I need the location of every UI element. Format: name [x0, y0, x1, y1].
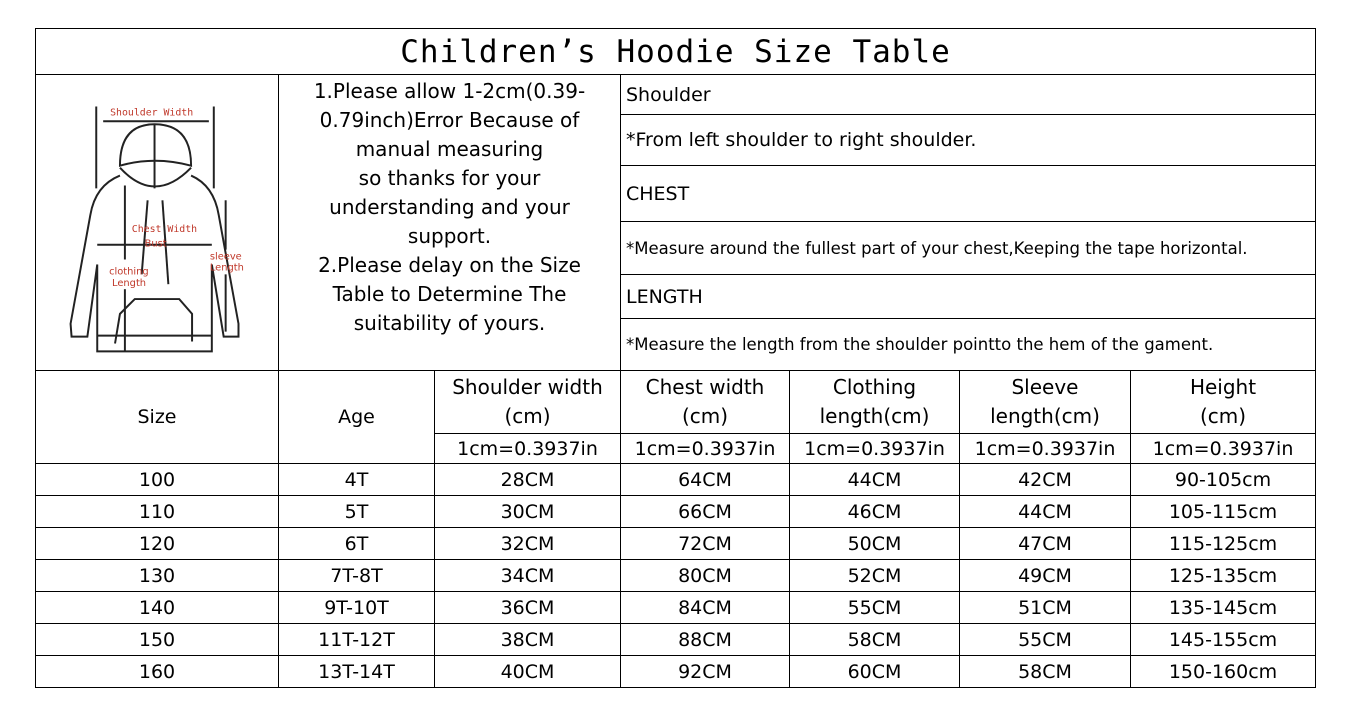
info-description: *From left shoulder to right shoulder.	[620, 114, 1316, 166]
table-cell: 46CM	[789, 495, 960, 528]
table-title: Children’s Hoodie Size Table	[35, 28, 1316, 75]
unit-conversion: 1cm=0.3937in	[434, 433, 621, 464]
svg-text:Length: Length	[112, 278, 147, 290]
table-cell: 125-135cm	[1130, 559, 1316, 592]
table-cell: 44CM	[959, 495, 1131, 528]
info-heading: Shoulder	[620, 74, 1316, 115]
info-heading: CHEST	[620, 165, 1316, 222]
svg-text:Bust: Bust	[144, 238, 167, 250]
size-cell: 120	[35, 527, 279, 560]
table-cell: 40CM	[434, 655, 621, 688]
table-cell: 36CM	[434, 591, 621, 624]
table-cell: 38CM	[434, 623, 621, 656]
table-cell: 49CM	[959, 559, 1131, 592]
table-cell: 64CM	[620, 463, 790, 496]
header-size: Size	[35, 370, 279, 464]
column-header: Height (cm)	[1130, 370, 1316, 434]
column-header: Sleeve length(cm)	[959, 370, 1131, 434]
table-cell: 72CM	[620, 527, 790, 560]
table-cell: 58CM	[789, 623, 960, 656]
table-cell: 50CM	[789, 527, 960, 560]
info-heading: LENGTH	[620, 274, 1316, 319]
table-cell: 90-105cm	[1130, 463, 1316, 496]
hoodie-outline-icon	[36, 75, 278, 370]
info-description: *Measure the length from the shoulder pointto the hem of the gament.	[620, 318, 1316, 371]
table-cell: 5T	[278, 495, 435, 528]
unit-conversion: 1cm=0.3937in	[620, 433, 790, 464]
table-cell: 145-155cm	[1130, 623, 1316, 656]
column-header: Clothing length(cm)	[789, 370, 960, 434]
table-cell: 44CM	[789, 463, 960, 496]
table-cell: 92CM	[620, 655, 790, 688]
header-age: Age	[278, 370, 435, 464]
table-cell: 135-145cm	[1130, 591, 1316, 624]
unit-conversion: 1cm=0.3937in	[789, 433, 960, 464]
table-cell: 11T-12T	[278, 623, 435, 656]
size-cell: 140	[35, 591, 279, 624]
table-cell: 55CM	[959, 623, 1131, 656]
table-cell: 47CM	[959, 527, 1131, 560]
table-cell: 7T-8T	[278, 559, 435, 592]
table-cell: 88CM	[620, 623, 790, 656]
table-cell: 42CM	[959, 463, 1131, 496]
table-cell: 84CM	[620, 591, 790, 624]
table-cell: 6T	[278, 527, 435, 560]
size-cell: 110	[35, 495, 279, 528]
column-header: Shoulder width (cm)	[434, 370, 621, 434]
unit-conversion: 1cm=0.3937in	[1130, 433, 1316, 464]
table-cell: 28CM	[434, 463, 621, 496]
table-cell: 150-160cm	[1130, 655, 1316, 688]
table-cell: 52CM	[789, 559, 960, 592]
size-cell: 100	[35, 463, 279, 496]
size-cell: 150	[35, 623, 279, 656]
measurement-notes: 1.Please allow 1-2cm(0.39- 0.79inch)Error Because of manual measuring so thanks for your understanding and your support. 2.Please delay on the Size Table to Determine The suitability of yours.	[278, 74, 621, 371]
table-cell: 55CM	[789, 591, 960, 624]
table-cell: 4T	[278, 463, 435, 496]
table-cell: 34CM	[434, 559, 621, 592]
svg-text:sleeve: sleeve	[209, 251, 242, 263]
column-header: Chest width (cm)	[620, 370, 790, 434]
size-cell: 160	[35, 655, 279, 688]
table-cell: 9T-10T	[278, 591, 435, 624]
table-cell: 115-125cm	[1130, 527, 1316, 560]
table-cell: 58CM	[959, 655, 1131, 688]
unit-conversion: 1cm=0.3937in	[959, 433, 1131, 464]
table-cell: 13T-14T	[278, 655, 435, 688]
info-description: *Measure around the fullest part of your chest,Keeping the tape horizontal.	[620, 221, 1316, 275]
size-cell: 130	[35, 559, 279, 592]
table-cell: 32CM	[434, 527, 621, 560]
table-cell: 51CM	[959, 591, 1131, 624]
table-cell: 80CM	[620, 559, 790, 592]
svg-text:Shoulder Width: Shoulder Width	[110, 107, 194, 119]
svg-text:clothing: clothing	[109, 266, 149, 278]
svg-text:Length: Length	[209, 262, 244, 274]
hoodie-diagram	[35, 74, 279, 371]
table-cell: 30CM	[434, 495, 621, 528]
table-cell: 60CM	[789, 655, 960, 688]
svg-text:Chest Width: Chest Width	[131, 223, 198, 235]
table-cell: 66CM	[620, 495, 790, 528]
table-cell: 105-115cm	[1130, 495, 1316, 528]
